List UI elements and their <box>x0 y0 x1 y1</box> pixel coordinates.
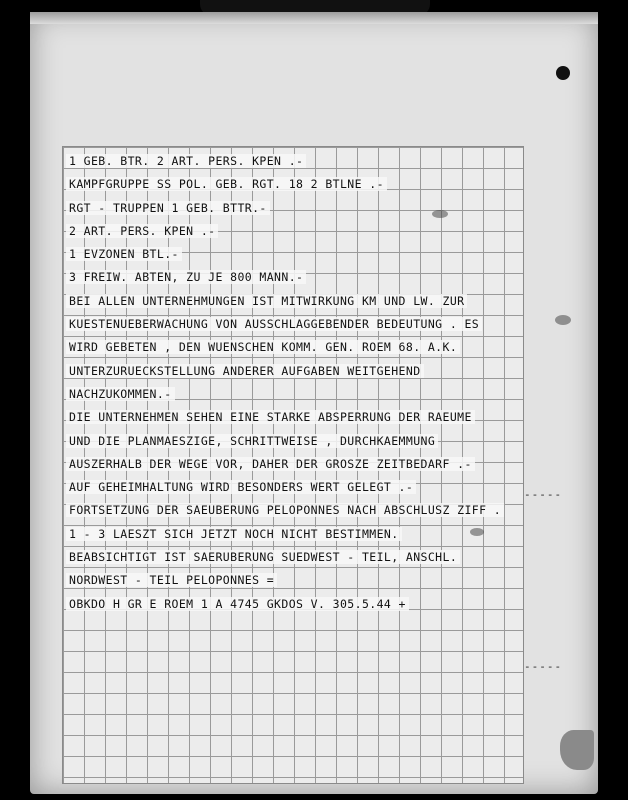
torn-corner <box>560 730 594 770</box>
text-line <box>66 476 586 499</box>
text-line-content: KAMPFGRUPPE SS POL. GEB. RGT. 18 2 BTLNE .- <box>66 177 387 191</box>
text-line-content: 1 EVZONEN BTL.- <box>66 247 182 261</box>
teletype-text-block <box>66 150 586 616</box>
text-line-content: BEABSICHTIGT IST SAERUBERUNG SUEDWEST - TEIL, ANSCHL. <box>66 550 460 564</box>
text-line-content: AUF GEHEIMHALTUNG WIRD BESONDERS WERT GELEGT .- <box>66 480 416 494</box>
text-line-content: UND DIE PLANMAESZIGE, SCHRITTWEISE , DURCHKAEMMUNG <box>66 434 438 448</box>
text-line-content: OBKDO H GR E ROEM 1 A 4745 GKDOS V. 305.5.44 + <box>66 597 409 611</box>
text-line <box>66 197 586 220</box>
text-line <box>66 313 586 336</box>
text-line <box>66 360 586 383</box>
text-line <box>66 523 586 546</box>
text-line-content: 1 - 3 LAESZT SICH JETZT NOCH NICHT BESTIMMEN. <box>66 527 402 541</box>
text-line-content: BEI ALLEN UNTERNEHMUNGEN IST MITWIRKUNG KM UND LW. ZUR <box>66 294 467 308</box>
text-line <box>66 150 586 173</box>
text-line <box>66 336 586 359</box>
text-line <box>66 453 586 476</box>
text-line <box>66 499 586 522</box>
text-line <box>66 593 586 616</box>
text-line <box>66 266 586 289</box>
text-line-content: AUSZERHALB DER WEGE VOR, DAHER DER GROSZE ZEITBEDARF .- <box>66 457 475 471</box>
text-line <box>66 220 586 243</box>
text-line-content: 1 GEB. BTR. 2 ART. PERS. KPEN .- <box>66 154 306 168</box>
text-line <box>66 383 586 406</box>
text-line <box>66 173 586 196</box>
text-line <box>66 243 586 266</box>
text-line <box>66 290 586 313</box>
text-line-content: FORTSETZUNG DER SAEUBERUNG PELOPONNES NACH ABSCHLUSZ ZIFF . <box>66 503 504 517</box>
text-line-content: NORDWEST - TEIL PELOPONNES = <box>66 573 277 587</box>
top-fold <box>30 12 598 24</box>
text-line <box>66 406 586 429</box>
punch-hole <box>556 66 570 80</box>
text-line-content: 2 ART. PERS. KPEN .- <box>66 224 218 238</box>
text-line <box>66 546 586 569</box>
text-line-content: 3 FREIW. ABTEN, ZU JE 800 MANN.- <box>66 270 306 284</box>
margin-dash-mark: ----- <box>524 660 563 673</box>
text-line-content: NACHZUKOMMEN.- <box>66 387 175 401</box>
text-line-content: RGT - TRUPPEN 1 GEB. BTTR.- <box>66 201 270 215</box>
text-line-content: DIE UNTERNEHMEN SEHEN EINE STARKE ABSPERRUNG DER RAEUME <box>66 410 475 424</box>
text-line-content: UNTERZURUECKSTELLUNG ANDERER AUFGABEN WEITGEHEND <box>66 364 424 378</box>
margin-dash-mark: ----- <box>524 488 563 501</box>
text-line-content: WIRD GEBETEN , DEN WUENSCHEN KOMM. GEN. ROEM 68. A.K. <box>66 340 460 354</box>
text-line <box>66 569 586 592</box>
text-line-content: KUESTENUEBERWACHUNG VON AUSSCHLAGGEBENDER BEDEUTUNG . ES <box>66 317 482 331</box>
text-line <box>66 430 586 453</box>
